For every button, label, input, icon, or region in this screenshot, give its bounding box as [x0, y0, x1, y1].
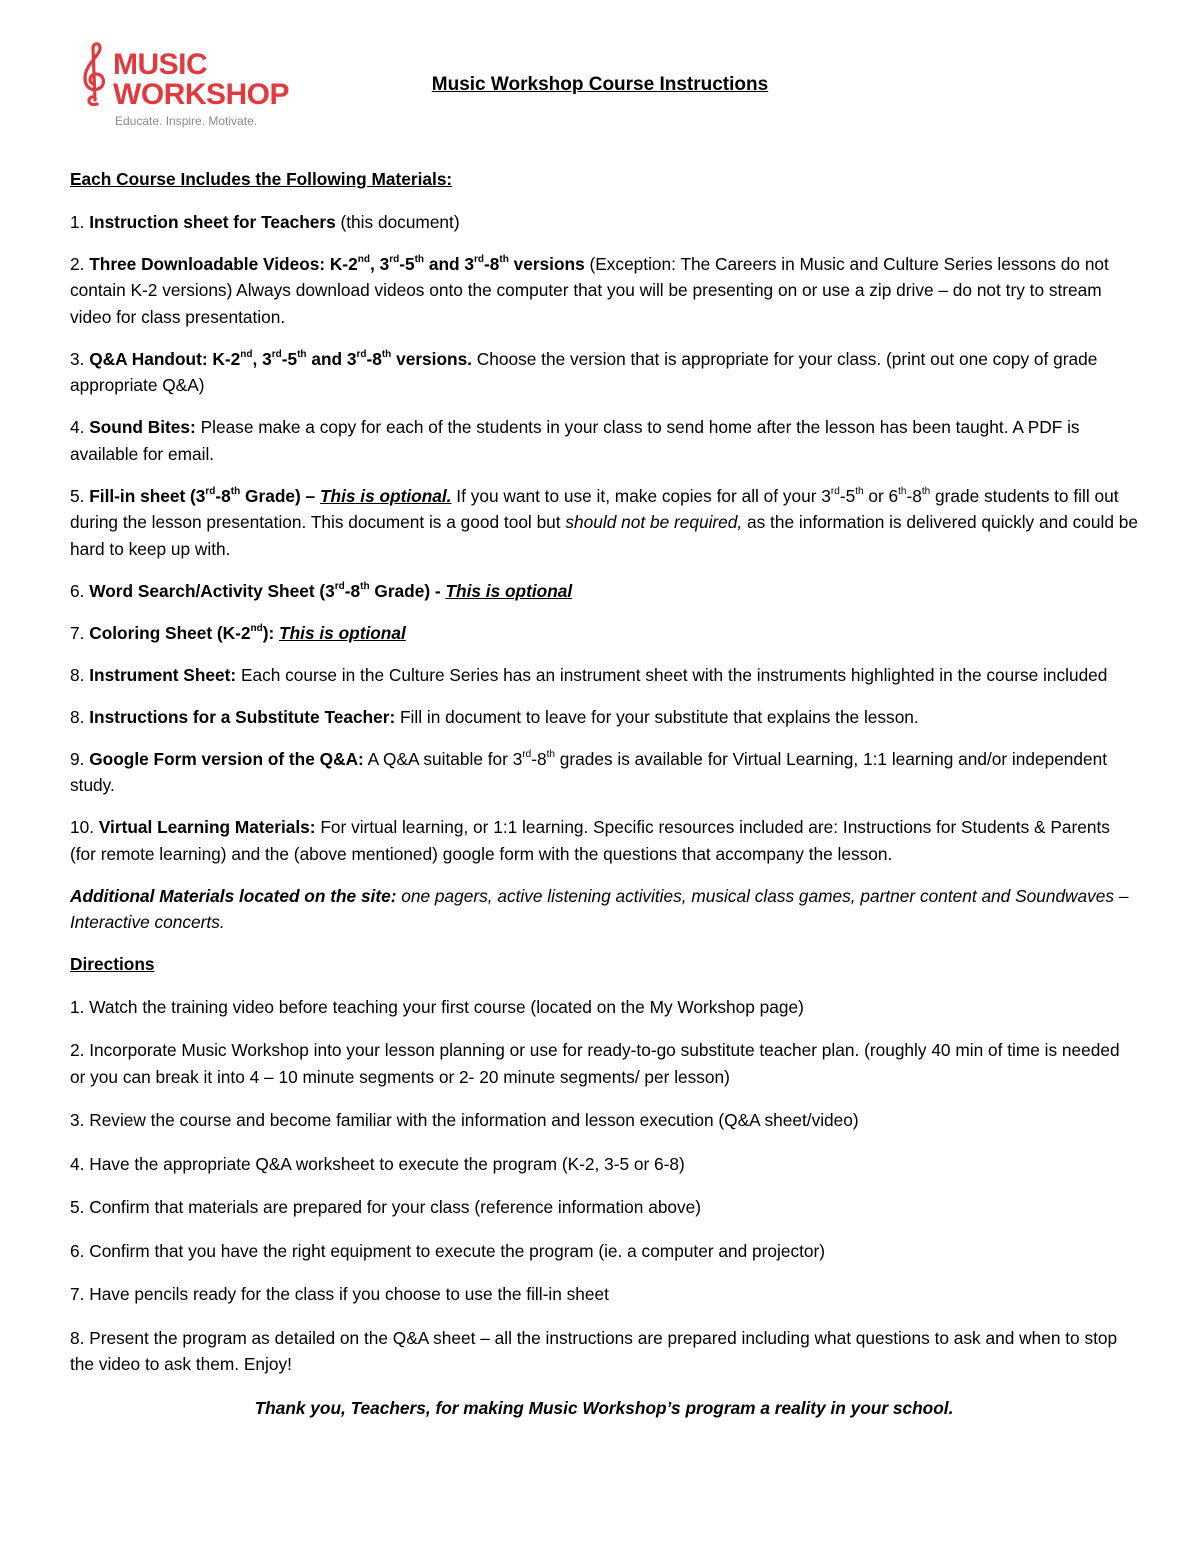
materials-item-1: 1. Instruction sheet for Teachers (this document) — [70, 211, 460, 232]
directions-heading: Directions — [70, 954, 155, 974]
logo-tagline: Educate. Inspire. Motivate. — [115, 114, 258, 128]
directions-list — [70, 994, 1138, 1378]
materials-item-9: 9. Google Form version of the Q&A: A Q&A suitable for 3rd-8th grades is available for Virtual Learning, 1:1 learning and/or independent study. — [70, 748, 1108, 795]
materials-heading: Each Course Includes the Following Materials: — [70, 169, 453, 189]
materials-item-10: 10. Virtual Learning Materials: For virtual learning, or 1:1 learning. Specific resources included are: Instructions for Students & Parents (for remote learning) and the (above mentioned) google form with the questions that accompany the lesson. — [70, 817, 1110, 864]
direction-item-8: 8. Present the program as detailed on the Q&A sheet – all the instructions are prepared including what questions to ask and when to stop the video to ask them. Enjoy! — [70, 1327, 1118, 1374]
materials-item-5: 5. Fill-in sheet (3rd-8th Grade) – This is optional. If you want to use it, make copies for all of your 3rd-5th or 6th-8th grade students to fill out during the lesson presentation. This document is a good tool but should not be required, as the information is delivered quickly and could be hard to keep up with. — [70, 485, 1138, 559]
direction-item-5: 5. Confirm that materials are prepared for your class (reference information above) — [70, 1197, 702, 1217]
materials-item-8: 8. Instrument Sheet: Each course in the Culture Series has an instrument sheet with the instruments highlighted in the course included — [70, 664, 1108, 685]
additional-materials: Additional Materials located on the site: one pagers, active listening activities, musical class games, partner content and Soundwaves – Interactive concerts. — [70, 885, 1129, 932]
materials-item-8b: 8. Instructions for a Substitute Teacher: Fill in document to leave for your substitute that explains the lesson. — [70, 706, 919, 727]
page-title: Music Workshop Course Instructions — [431, 74, 769, 95]
direction-item-6: 6. Confirm that you have the right equipment to execute the program (ie. a computer and projector) — [70, 1240, 826, 1261]
direction-item-1: 1. Watch the training video before teaching your first course (located on the My Workshop page) — [70, 996, 804, 1017]
materials-item-4: 4. Sound Bites: Please make a copy for each of the students in your class to send home after the lesson has been taught. A PDF is available for email. — [70, 417, 1080, 464]
materials-item-6: 6. Word Search/Activity Sheet (3rd-8th Grade) - This is optional — [70, 580, 573, 601]
logo-word-music: MUSIC — [113, 48, 208, 81]
closing-thanks: Thank you, Teachers, for making Music Workshop’s program a reality in your school. — [254, 1397, 954, 1418]
logo-word-workshop: WORKSHOP — [113, 78, 289, 111]
direction-item-3: 3. Review the course and become familiar with the information and lesson execution (Q&A sheet/video) — [70, 1110, 859, 1130]
direction-item-4: 4. Have the appropriate Q&A worksheet to execute the program (K-2, 3-5 or 6-8) — [70, 1153, 685, 1174]
materials-item-3: 3. Q&A Handout: K-2nd, 3rd-5th and 3rd-8th versions. Choose the version that is appropriate for your class. (print out one copy of grade appropriate Q&A) — [70, 348, 1098, 395]
direction-item-2: 2. Incorporate Music Workshop into your lesson planning or use for ready-to-go substitute teacher plan. (roughly 40 min of time is needed or you can break it into 4 – 10 minute segments or 2- 20 minute segments/ per lesson) — [70, 1040, 1120, 1087]
materials-item-2: 2. Three Downloadable Videos: K-2nd, 3rd-5th and 3rd-8th versions (Exception: The Careers in Music and Culture Series lessons do not contain K-2 versions) Always download videos onto the computer that you will be presenting on or use a zip drive – do not try to stream video for class presentation. — [70, 253, 1109, 327]
materials-item-7: 7. Coloring Sheet (K-2nd): This is optional — [70, 622, 406, 643]
document-body — [70, 166, 1138, 1437]
direction-item-7: 7. Have pencils ready for the class if you choose to use the fill-in sheet — [70, 1284, 609, 1304]
